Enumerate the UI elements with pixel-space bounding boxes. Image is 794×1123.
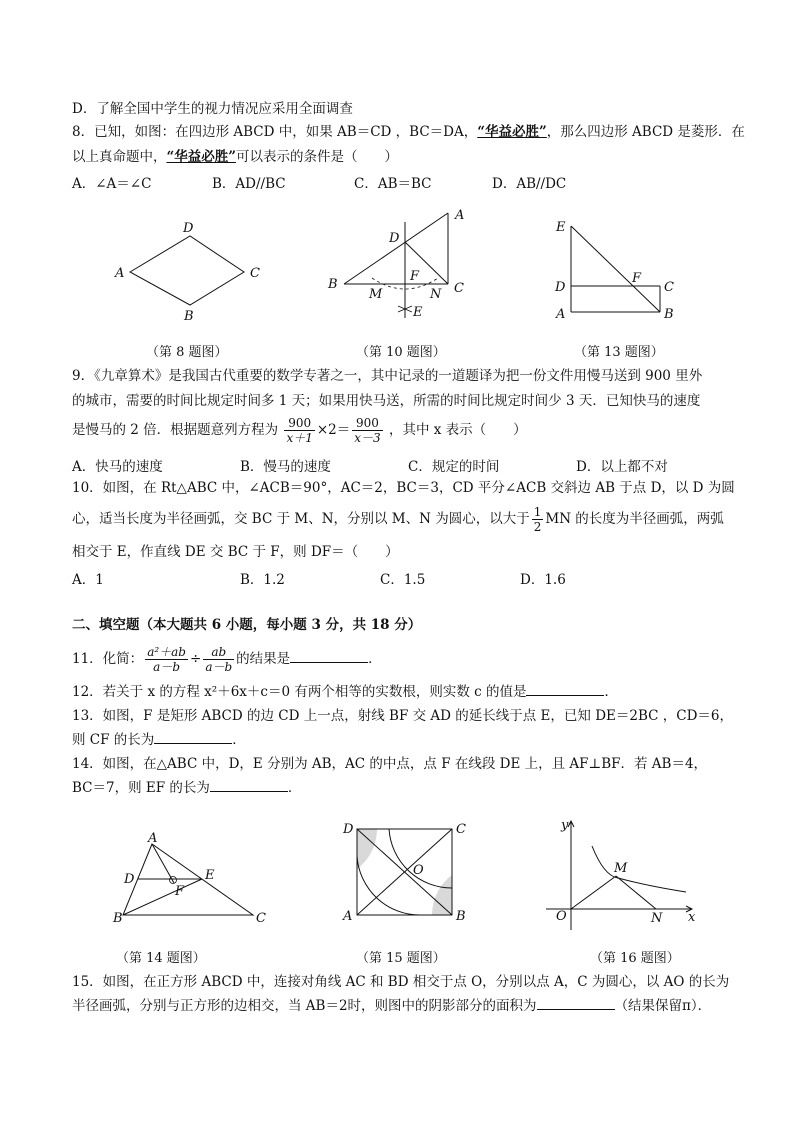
q15-line2 xyxy=(72,997,711,1015)
q8-line1-end: ，那么四边形 ABCD 是菱形．在 xyxy=(546,124,745,140)
q8-option-c: C．AB＝BC xyxy=(354,176,432,192)
q10-line2-b: MN 的长度为半径画弧，两弧 xyxy=(545,511,724,527)
q14-end: ． xyxy=(287,780,302,796)
q8-highlight-2: “华益必胜” xyxy=(166,149,237,165)
q10-option-c: C．1.5 xyxy=(380,572,426,588)
q9-f2-den: x－3 xyxy=(354,431,381,445)
fig13-label-f: F xyxy=(632,271,642,286)
fig10-label-e: E xyxy=(413,305,423,320)
fig14-label-f: F xyxy=(175,884,185,899)
fig8-label-b: B xyxy=(184,309,194,324)
fig10-label-d: D xyxy=(389,231,400,246)
q11-op: ÷ xyxy=(190,651,202,667)
fig8-label-c: C xyxy=(250,266,260,281)
fig10-label-m: M xyxy=(369,287,383,302)
q10-line2-a: 心，适当长度为半径画弧，交 BC 于 M、N，分别以 M、N 为圆心，以大于 xyxy=(72,511,530,527)
q8-option-d: D．AB//DC xyxy=(492,176,567,192)
q9-f1-num: 900 xyxy=(284,416,314,431)
fig13-label-b: B xyxy=(664,307,674,322)
caption-fig13: （第 13 题图） xyxy=(574,345,664,360)
fig13-label-a: A xyxy=(556,307,566,322)
q12-text: 12．若关于 x 的方程 x²＋6x＋c＝0 有两个相等的实数根，则实数 c 的值是 xyxy=(72,684,527,700)
q8-option-b: B．AD//BC xyxy=(212,176,286,192)
fig16-label-n: N xyxy=(651,911,663,926)
q9-line3-b: ，其中 x 表示（ ） xyxy=(388,422,527,438)
fig13-label-d: D xyxy=(555,280,566,295)
q15-line2-text: 半径画弧，分别与正方形的边相交，当 AB＝2时，则图中的阴影部分的面积为 xyxy=(72,998,537,1014)
caption-fig16: （第 16 题图） xyxy=(590,951,680,966)
q10-line1: 10．如图，在 Rt△ABC 中，∠ACB＝90°，AC＝2，BC＝3，CD 平分∠ACB 交斜边 AB 于点 D，以 D 为圆 xyxy=(72,480,735,496)
caption-fig15: （第 15 题图） xyxy=(356,951,446,966)
q8-option-a: A．∠A＝∠C xyxy=(72,176,152,192)
fig8-label-a: A xyxy=(115,266,125,281)
q10-half-den: 2 xyxy=(533,520,542,534)
fig10-label-b: B xyxy=(328,277,338,292)
fig10-label-c: C xyxy=(454,281,464,296)
q14-line1: 14．如图，在△ABC 中，D，E 分别为 AB，AC 的中点，点 F 在线段 DE 上，且 AF⊥BF．若 AB＝4， xyxy=(72,756,708,772)
q15-answer-blank[interactable] xyxy=(537,997,615,1010)
caption-fig8: （第 8 题图） xyxy=(146,345,228,360)
fig15-label-b: B xyxy=(456,909,466,924)
caption-fig14: （第 14 题图） xyxy=(116,951,206,966)
fig15-label-a: A xyxy=(343,909,353,924)
q8-line2-a: 以上真命题中， xyxy=(72,149,167,165)
q9-line1: 9．《九章算术》是我国古代重要的数学专著之一，其中记录的一道题译为把一份文件用慢马送到 900 里外 xyxy=(72,368,703,384)
q8-highlight: “华益必胜” xyxy=(477,124,547,140)
q8-line2-b: 可以表示的条件是（ ） xyxy=(236,149,399,165)
fig16-label-x: x xyxy=(688,910,696,925)
q10-option-b: B．1.2 xyxy=(240,572,285,588)
q11-f2-den: a－b xyxy=(205,660,233,674)
q9-option-c: C．规定的时间 xyxy=(408,459,500,475)
fig14-label-e: E xyxy=(205,868,215,883)
q8-line1-text: 8．已知，如图：在四边形 ABCD 中，如果 AB＝CD ，BC＝DA， xyxy=(72,124,478,140)
fig13-label-c: C xyxy=(664,280,674,295)
fig16-label-o: O xyxy=(556,909,567,924)
q9-line2: 的城市，需要的时间比规定时间多 1 天；如果用快马送，所需的时间比规定时间少 3 天．已知快马的速度 xyxy=(72,393,701,409)
q10-line3: 相交于 E，作直线 DE 交 BC 于 F，则 DF＝（ ） xyxy=(72,544,399,560)
q9-f1-den: x＋1 xyxy=(286,431,313,445)
q7-option-d: D．了解全国中学生的视力情况应采用全面调查 xyxy=(72,101,353,117)
q9-option-b: B．慢马的速度 xyxy=(240,459,331,475)
q13-end: ． xyxy=(232,732,246,748)
q11-b: 的结果是 xyxy=(236,651,291,667)
fig8-label-d: D xyxy=(183,221,194,236)
q11-f2-num: ab xyxy=(203,645,234,660)
fig13-label-e: E xyxy=(556,220,566,235)
fig15-label-d: D xyxy=(343,822,354,837)
q15-end: （结果保留π）． xyxy=(614,998,712,1014)
q10-half-num: 1 xyxy=(533,505,542,519)
q15-line1: 15．如图，在正方形 ABCD 中，连接对角线 AC 和 BD 相交于点 O，分别以点 A，C 为圆心，以 AO 的长为 xyxy=(72,974,730,990)
fig10-label-f: F xyxy=(410,269,420,284)
fig14-label-b: B xyxy=(113,911,123,926)
fig14-label-d: D xyxy=(124,872,135,887)
q11-a: 11．化简： xyxy=(72,651,144,667)
fig10-label-n: N xyxy=(430,287,442,302)
fig16-label-m: M xyxy=(614,861,628,876)
fig15-label-o: O xyxy=(413,863,424,878)
fig14-label-c: C xyxy=(256,911,266,926)
fig10-label-a: A xyxy=(455,208,465,223)
q11-f1-num: a²＋ab xyxy=(147,645,186,659)
q13-line1: 13．如图，F 是矩形 ABCD 的边 CD 上一点，射线 BF 交 AD 的延长线于点 E，已知 DE＝2BC ，CD＝6， xyxy=(72,708,733,724)
q14-line2-text: BC＝7，则 EF 的长为 xyxy=(72,780,210,796)
fig15-label-c: C xyxy=(456,822,466,837)
q10-option-a: A．1 xyxy=(72,572,104,588)
q12-end: ． xyxy=(604,684,618,700)
q9-option-a: A．快马的速度 xyxy=(72,459,163,475)
q9-line3-a: 是慢马的 2 倍．根据题意列方程为 xyxy=(72,422,279,438)
fig14-label-a: A xyxy=(148,831,158,846)
q11-end: ． xyxy=(368,651,382,667)
q9-mid: ×2＝ xyxy=(316,422,351,438)
section-2-heading: 二、填空题（本大题共 6 小题，每小题 3 分，共 18 分） xyxy=(72,617,422,633)
q13-line2-text: 则 CF 的长为 xyxy=(72,732,155,748)
q10-option-d: D．1.6 xyxy=(520,572,566,588)
caption-fig10: （第 10 题图） xyxy=(356,345,446,360)
q11-f1-den: a－b xyxy=(153,660,181,674)
fig16-label-y: y xyxy=(561,818,569,833)
q9-option-d: D．以上都不对 xyxy=(576,459,668,475)
q9-f2-num: 900 xyxy=(352,416,382,431)
